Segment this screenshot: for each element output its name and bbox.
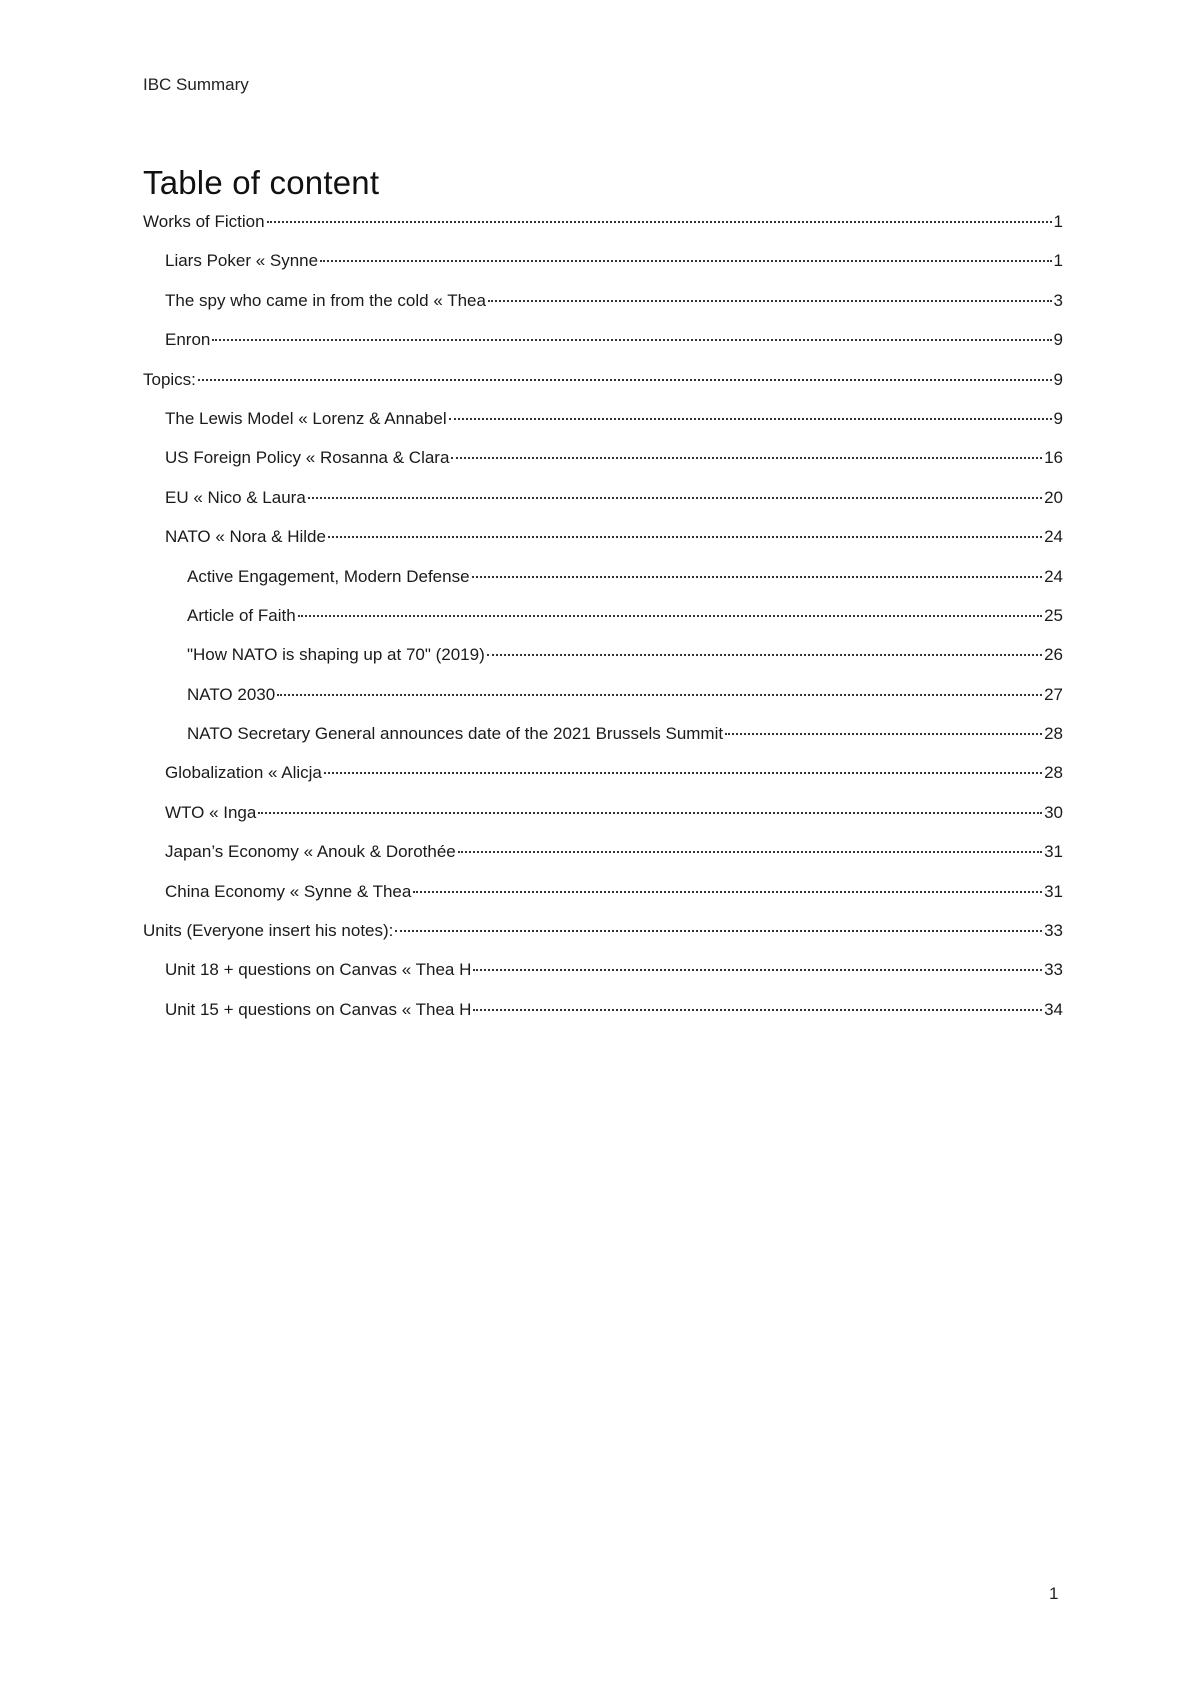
toc-entry-label: Unit 18 + questions on Canvas « Thea H [165, 960, 472, 980]
toc-entry-label: NATO « Nora & Hilde [165, 527, 326, 547]
toc-entry-page-number: 24 [1044, 566, 1063, 586]
toc-entry-page-number: 9 [1053, 408, 1063, 428]
toc-entry[interactable] [143, 958, 1063, 997]
toc-entry-page-number: 34 [1044, 999, 1063, 1019]
toc-entry-label: EU « Nico & Laura [165, 487, 306, 507]
toc-entry-page-number: 1 [1053, 212, 1063, 231]
toc-entry[interactable] [143, 407, 1063, 446]
toc-dot-leader [308, 497, 1042, 499]
toc-entry[interactable] [143, 565, 1063, 604]
toc-entry[interactable] [143, 210, 1063, 249]
toc-entry[interactable] [143, 840, 1063, 879]
running-header: IBC Summary [143, 75, 249, 94]
toc-entry-label: WTO « Inga [165, 802, 257, 822]
toc-entry[interactable] [143, 604, 1063, 643]
toc-entry-page-number: 16 [1044, 448, 1063, 468]
toc-dot-leader [725, 733, 1042, 735]
toc-entry-page-number: 31 [1044, 842, 1063, 862]
toc-entry-page-number: 31 [1044, 881, 1063, 901]
toc-entry-label: Units (Everyone insert his notes): [143, 921, 394, 941]
toc-entry-page-number: 25 [1044, 605, 1063, 625]
toc-entry-label: US Foreign Policy « Rosanna & Clara [165, 448, 450, 468]
toc-entry[interactable] [143, 683, 1063, 722]
toc-entry-label: Liars Poker « Synne [165, 251, 319, 271]
toc-dot-leader [267, 221, 1052, 223]
toc-entry-label: The Lewis Model « Lorenz & Annabel [165, 408, 447, 428]
toc-dot-leader [277, 694, 1042, 696]
toc-dot-leader [472, 576, 1043, 578]
toc-entry[interactable] [143, 801, 1063, 840]
toc-title: Table of content [143, 164, 380, 201]
toc-dot-leader [324, 772, 1042, 774]
toc-entry[interactable] [143, 525, 1063, 564]
toc-entry-label: "How NATO is shaping up at 70" (2019) [187, 645, 485, 665]
toc-entry[interactable] [143, 761, 1063, 800]
toc-dot-leader [487, 654, 1042, 656]
toc-entry[interactable] [143, 249, 1063, 288]
toc-entry-page-number: 9 [1053, 369, 1063, 389]
toc-entry-label: China Economy « Synne & Thea [165, 881, 412, 901]
toc-entry-page-number: 9 [1053, 330, 1063, 350]
toc-entry[interactable] [143, 722, 1063, 761]
toc-dot-leader [198, 379, 1052, 381]
toc-entry[interactable] [143, 446, 1063, 485]
toc-dot-leader [449, 418, 1052, 420]
toc-entry-page-number: 28 [1044, 763, 1063, 783]
toc-list [143, 210, 1063, 1037]
toc-entry-page-number: 28 [1044, 724, 1063, 744]
toc-dot-leader [473, 969, 1042, 971]
toc-entry-page-number: 20 [1044, 487, 1063, 507]
toc-entry[interactable] [143, 289, 1063, 328]
toc-dot-leader [473, 1009, 1042, 1011]
toc-entry-label: Unit 15 + questions on Canvas « Thea H [165, 999, 472, 1019]
toc-entry[interactable] [143, 643, 1063, 682]
toc-dot-leader [488, 300, 1052, 302]
toc-entry-label: The spy who came in from the cold « Thea [165, 290, 486, 310]
toc-dot-leader [258, 812, 1042, 814]
toc-entry[interactable] [143, 919, 1063, 958]
toc-dot-leader [320, 260, 1051, 262]
toc-dot-leader [395, 930, 1042, 932]
toc-dot-leader [451, 457, 1042, 459]
toc-entry[interactable] [143, 368, 1063, 407]
toc-entry-label: Works of Fiction [143, 212, 265, 231]
toc-entry[interactable] [143, 328, 1063, 367]
toc-dot-leader [298, 615, 1042, 617]
page-number: 1 [1049, 1584, 1059, 1603]
toc-entry[interactable] [143, 998, 1063, 1037]
toc-entry-page-number: 26 [1044, 645, 1063, 665]
toc-entry-page-number: 3 [1053, 290, 1063, 310]
toc-entry-page-number: 27 [1044, 684, 1063, 704]
toc-dot-leader [458, 851, 1042, 853]
toc-entry-page-number: 1 [1053, 251, 1063, 271]
toc-entry[interactable] [143, 880, 1063, 919]
toc-dot-leader [413, 891, 1042, 893]
toc-entry-label: Article of Faith [187, 605, 296, 625]
toc-entry-page-number: 30 [1044, 802, 1063, 822]
toc-entry-label: Topics: [143, 369, 196, 389]
toc-entry[interactable] [143, 486, 1063, 525]
toc-entry-page-number: 24 [1044, 527, 1063, 547]
toc-entry-label: Active Engagement, Modern Defense [187, 566, 470, 586]
toc-entry-label: Japan’s Economy « Anouk & Dorothée [165, 842, 456, 862]
toc-entry-page-number: 33 [1044, 960, 1063, 980]
toc-entry-label: Globalization « Alicja [165, 763, 322, 783]
toc-dot-leader [328, 536, 1042, 538]
toc-dot-leader [212, 339, 1051, 341]
toc-entry-label: Enron [165, 330, 211, 350]
toc-entry-label: NATO 2030 [187, 684, 276, 704]
toc-entry-page-number: 33 [1044, 921, 1063, 941]
toc-entry-label: NATO Secretary General announces date of the 2021 Brussels Summit [187, 724, 724, 744]
